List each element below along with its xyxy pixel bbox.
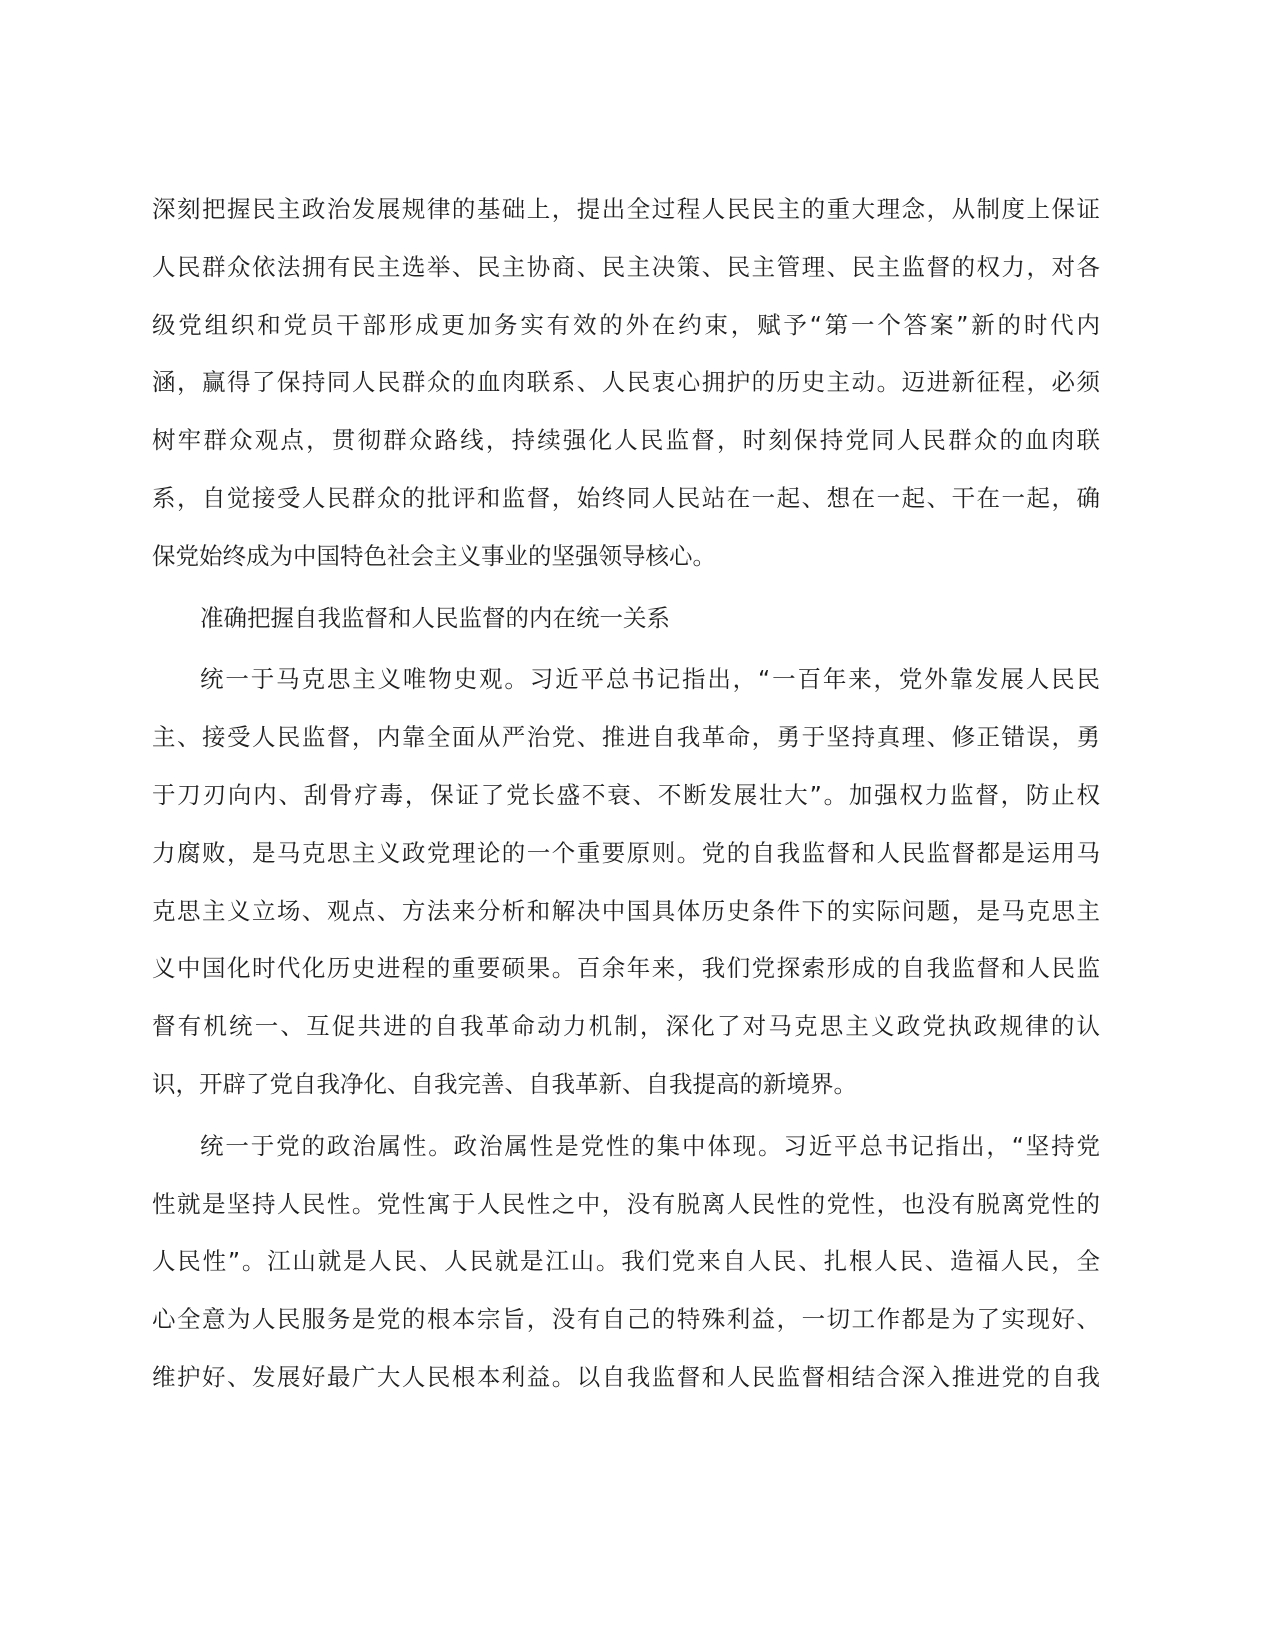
paragraph-3-line-4: 力腐败，是马克思主义政党理论的一个重要原则。党的自我监督和人民监督都是运用马 — [152, 838, 1100, 867]
paragraph-4-line-4: 心全意为人民服务是党的根本宗旨，没有自己的特殊利益，一切工作都是为了实现好、 — [152, 1305, 1100, 1334]
paragraph-4-line-5: 维护好、发展好最广大人民根本利益。以自我监督和人民监督相结合深入推进党的自我 — [152, 1362, 1100, 1391]
paragraph-4-line-3: 人民性”。江山就是人民、人民就是江山。我们党来自人民、扎根人民、造福人民，全 — [152, 1247, 1100, 1276]
paragraph-1-line-1: 深刻把握民主政治发展规律的基础上，提出全过程人民民主的重大理念，从制度上保证 — [152, 195, 1100, 223]
paragraph-1-line-7: 保党始终成为中国特色社会主义事业的坚强领导核心。 — [152, 541, 716, 570]
paragraph-1-line-5: 树牢群众观点，贯彻群众路线，持续强化人民监督，时刻保持党同人民群众的血肉联 — [152, 426, 1100, 455]
paragraph-4-line-2: 性就是坚持人民性。党性寓于人民性之中，没有脱离人民性的党性，也没有脱离党性的 — [152, 1189, 1100, 1218]
paragraph-3-line-7: 督有机统一、互促共进的自我革命动力机制，深化了对马克思主义政党执政规律的认 — [152, 1012, 1100, 1041]
paragraph-3-line-6: 义中国化时代化历史进程的重要硕果。百余年来，我们党探索形成的自我监督和人民监 — [152, 954, 1100, 983]
paragraph-3-line-2: 主、接受人民监督，内靠全面从严治党、推进自我革命，勇于坚持真理、修正错误，勇 — [152, 723, 1100, 752]
paragraph-1-line-2: 人民群众依法拥有民主选举、民主协商、民主决策、民主管理、民主监督的权力，对各 — [152, 252, 1100, 281]
section-heading: 准确把握自我监督和人民监督的内在统一关系 — [200, 603, 670, 632]
paragraph-1-line-6: 系，自觉接受人民群众的批评和监督，始终同人民站在一起、想在一起、干在一起，确 — [152, 483, 1100, 512]
paragraph-1-line-3: 级党组织和党员干部形成更加务实有效的外在约束，赋予“第一个答案”新的时代内 — [152, 310, 1100, 339]
paragraph-1-line-4: 涵，赢得了保持同人民群众的血肉联系、人民衷心拥护的历史主动。迈进新征程，必须 — [152, 368, 1100, 397]
paragraph-3-line-3: 于刀刃向内、刮骨疗毒，保证了党长盛不衰、不断发展壮大”。加强权力监督，防止权 — [152, 780, 1100, 809]
paragraph-3-line-8: 识，开辟了党自我净化、自我完善、自我革新、自我提高的新境界。 — [152, 1069, 857, 1098]
document-body — [152, 192, 1100, 1418]
paragraph-3-line-5: 克思主义立场、观点、方法来分析和解决中国具体历史条件下的实际问题，是马克思主 — [152, 896, 1100, 925]
paragraph-3-line-1: 统一于马克思主义唯物史观。习近平总书记指出，“一百年来，党外靠发展人民民 — [200, 665, 1100, 694]
paragraph-4-line-1: 统一于党的政治属性。政治属性是党性的集中体现。习近平总书记指出，“坚持党 — [200, 1131, 1100, 1160]
